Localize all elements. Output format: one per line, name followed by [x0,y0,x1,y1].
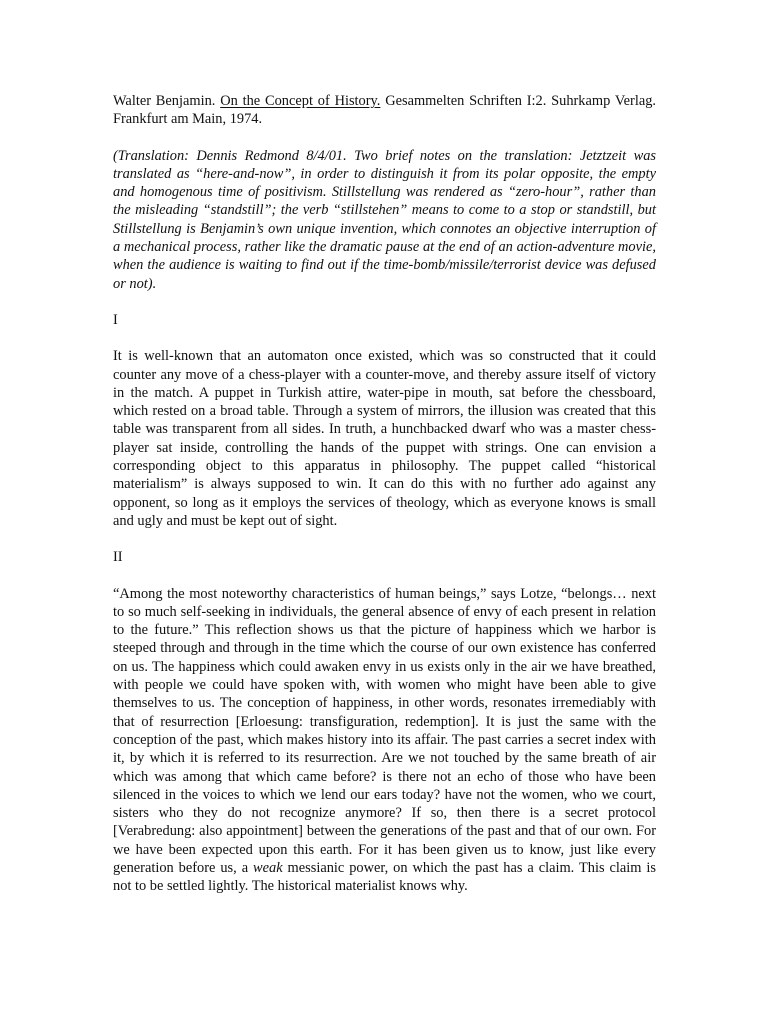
document-page [113,92,656,914]
section-2-text-part-2: messianic power, on which the past has a claim. This claim is not to be settled lightly. The historical materialist knows why. [113,859,656,895]
section-2-paragraph [113,585,656,896]
translation-note: (Translation: Dennis Redmond 8/4/01. Two brief notes on the translation: Jetztzeit was translated as “here-and-now”, in order to distinguish it from its polar opposite, the empty and homogenous time of positivism. Stillstellung was rendered as “zero-hour”, rather than the misleading “standstill”; the verb “stillstehen” means to come to a stop or standstill, but Stillstellung is Benjamin’s own unique invention, which connotes an objective interruption of a mechanical process, rather like the dramatic pause at the end of an action-adventure movie, when the audience is waiting to find out if the time-bomb/missile/terrorist device was defused or not). [113,147,656,292]
citation [113,92,656,129]
citation-publication: Gesammelten Schriften I:2. Suhrkamp Verlag. Frankfurt am Main, 1974. [113,93,656,128]
section-heading-2: II [113,549,123,566]
citation-author: Walter Benjamin. [113,93,221,109]
section-2-text-part-1: “Among the most noteworthy characteristics of human beings,” says Lotze, “belongs… next to so much self-seeking in individuals, the general absence of envy of each present in relation to the future.” This reflection shows us that the picture of happiness which we harbor is steeped through and through in the time which the course of our own existence has conferred on us. The happiness which could awaken envy in us exists only in the air we have breathed, with people we could have spoken with, with women who might have been able to give themselves to us. The conception of happiness, in other words, resonates irremediably with that of resurrection [Erloesung: transfiguration, redemption]. It is just the same with the conception of the past, which makes history into its affair. The past carries a secret index with it, by which it is referred to its resurrection. Are we not touched by the same breath of air which was among that which came before? is there not an echo of those who have been silenced in the voices to which we lend our ears today? have not the women, who we court, sisters who they do not recognize anymore? If so, then there is a secret protocol [Verabredung: also appointment] between the generations of the past and that of our own. For we have been expected upon this earth. For it has been given us to know, just like every generation before us, a [113,585,656,876]
section-heading-1: I [113,311,118,328]
section-1-paragraph: It is well-known that an automaton once existed, which was so constructed that it could counter any move of a chess-player with a counter-move, and thereby assure itself of victory in the match. A puppet in Turkish attire, water-pipe in mouth, sat before the chessboard, which rested on a broad table. Through a system of mirrors, the illusion was created that this table was transparent from all sides. In truth, a hunchbacked dwarf who was a master chess-player sat inside, controlling the hands of the puppet with strings. One can envision a corresponding object to this apparatus in philosophy. The puppet called “historical materialism” is always supposed to win. It can do this with no further ado against any opponent, so long as it employs the services of theology, which as everyone knows is small and ugly and must be kept out of sight. [113,348,656,529]
citation-title: On the Concept of History. [220,93,381,109]
section-2-emphasis: weak [253,859,283,876]
